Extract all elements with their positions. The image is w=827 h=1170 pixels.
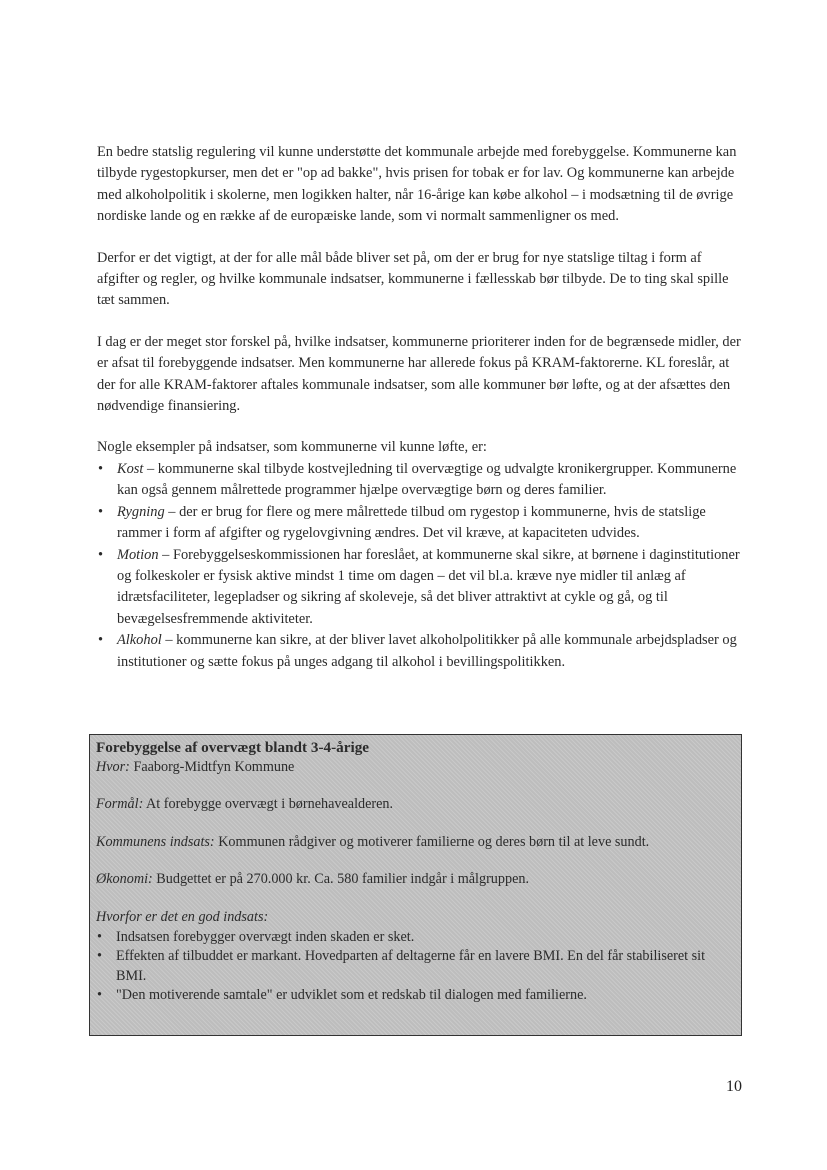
case-economy-value: Budgettet er på 270.000 kr. Ca. 580 familier indgår i målgruppen. xyxy=(152,871,530,888)
paragraph-regulation: En bedre statslig regulering vil kunne understøtte det kommunale arbejde med forebyggelse. Kommunerne kan tilbyde rygestopkurser, men det er "op ad bakke", hvis prisen for tobak er for lav. Og kommunerne kan arbejde med alkoholpolitik i skolerne, men logikken halter, når 16-årige kan købe alkohol – i modsætning til de øvrige nordiske lande og en række af de europæiske lande, som vi normalt sammenligner os med. xyxy=(97,144,737,225)
case-why-text: Effekten af tilbuddet er markant. Hovedparten af deltagerne får en lavere BMI. En del får stabiliseret sit BMI. xyxy=(116,948,706,984)
examples-list xyxy=(97,459,742,673)
bullet-icon: • xyxy=(98,460,104,477)
case-why-text: Indsatsen forebygger overvægt inden skaden er sket. xyxy=(116,928,415,945)
bullet-icon: • xyxy=(97,948,102,965)
case-why-item xyxy=(96,928,735,948)
example-text: – der er brug for flere og mere målrettede tilbud om rygestop i kommunerne, hvis de statslige rammer i form af afgifter og rygelovgivning ændres. Det vil kræve, at kapaciteten udvides. xyxy=(117,503,706,542)
case-why-item xyxy=(96,947,735,986)
case-effort-value: Kommunen rådgiver og motiverer familierne og deres børn til at leve sundt. xyxy=(214,833,650,850)
case-box xyxy=(89,734,742,1036)
example-text: – kommunerne kan sikre, at der bliver lavet alkoholpolitikker på alle kommunale arbejdspladser og institutioner og sætte fokus på unges adgang til alkohol i bevillingspolitikken. xyxy=(117,632,737,670)
document-body xyxy=(97,142,742,673)
paragraph-kram-factors: I dag er der meget stor forskel på, hvilke indsatser, kommunerne prioriterer inden for de begrænsede midler, der er afsat til forebyggende indsatser. Men kommunerne har allerede fokus på KRAM-faktorerne. KL foreslår, at der for alle KRAM-faktorer aftales kommunale indsatser, som alle kommuner bør løfte, og at der afsættes den nødvendige finansiering. xyxy=(97,333,741,415)
bullet-icon: • xyxy=(98,503,104,520)
page-number: 10 xyxy=(726,1078,742,1095)
bullet-icon: • xyxy=(98,546,104,563)
case-box-title: Forebyggelse af overvægt blandt 3-4-årige xyxy=(96,739,370,756)
case-why-list xyxy=(96,928,735,1006)
example-item-rygning xyxy=(97,502,742,545)
case-purpose-value: At forebygge overvægt i børnehavealderen. xyxy=(143,796,394,813)
example-text: – kommunerne skal tilbyde kostvejledning til overvægtige og udvalgte kronikergrupper. Kommunerne kan også gennem målrettede programmer hjælpe overvægtige børn og deres familier. xyxy=(117,460,737,499)
case-why-label: Hvorfor er det en god indsats: xyxy=(96,908,269,925)
example-keyword: Kost xyxy=(117,460,144,477)
case-purpose xyxy=(96,795,735,815)
examples-intro: Nogle eksempler på indsatser, som kommunerne vil kunne løfte, er: xyxy=(97,439,487,456)
case-where-value: Faaborg-Midtfyn Kommune xyxy=(129,758,295,775)
example-keyword: Motion xyxy=(117,546,159,563)
case-where xyxy=(96,758,735,778)
example-item-kost xyxy=(97,459,742,502)
case-purpose-label: Formål: xyxy=(96,796,144,813)
example-text: – Forebyggelseskommissionen har foreslået, at kommunerne skal sikre, at børnene i daginstitutioner og folkeskoler er fysisk aktive mindst 1 time om dagen – det vil bl.a. kræve nye midler til anlæg af idrætsfaciliteter, legepladser og sikring af skoleveje, så det bliver attraktivt at cykle og gå, og til bevægelsesfremmende aktiviteter. xyxy=(117,546,740,627)
case-effort xyxy=(96,833,735,853)
example-item-alkohol xyxy=(97,630,742,673)
case-economy xyxy=(96,870,735,890)
case-why-text: "Den motiverende samtale" er udviklet som et redskab til dialogen med familierne. xyxy=(116,987,587,1004)
example-keyword: Rygning xyxy=(117,503,165,520)
bullet-icon: • xyxy=(98,632,104,649)
paragraph-importance: Derfor er det vigtigt, at der for alle mål både bliver set på, om der er brug for nye statslige tiltag i form af afgifter og regler, og hvilke kommunale indsatser, kommunerne i fællesskab bør tilbyde. De to ting skal spille tæt sammen. xyxy=(97,249,729,309)
bullet-icon: • xyxy=(97,928,102,945)
example-item-motion xyxy=(97,545,742,631)
example-keyword: Alkohol xyxy=(117,632,162,649)
bullet-icon: • xyxy=(97,987,102,1004)
case-why-item xyxy=(96,986,735,1006)
case-economy-label: Økonomi: xyxy=(96,871,153,888)
case-effort-label: Kommunens indsats: xyxy=(96,833,215,850)
case-where-label: Hvor: xyxy=(96,758,130,775)
